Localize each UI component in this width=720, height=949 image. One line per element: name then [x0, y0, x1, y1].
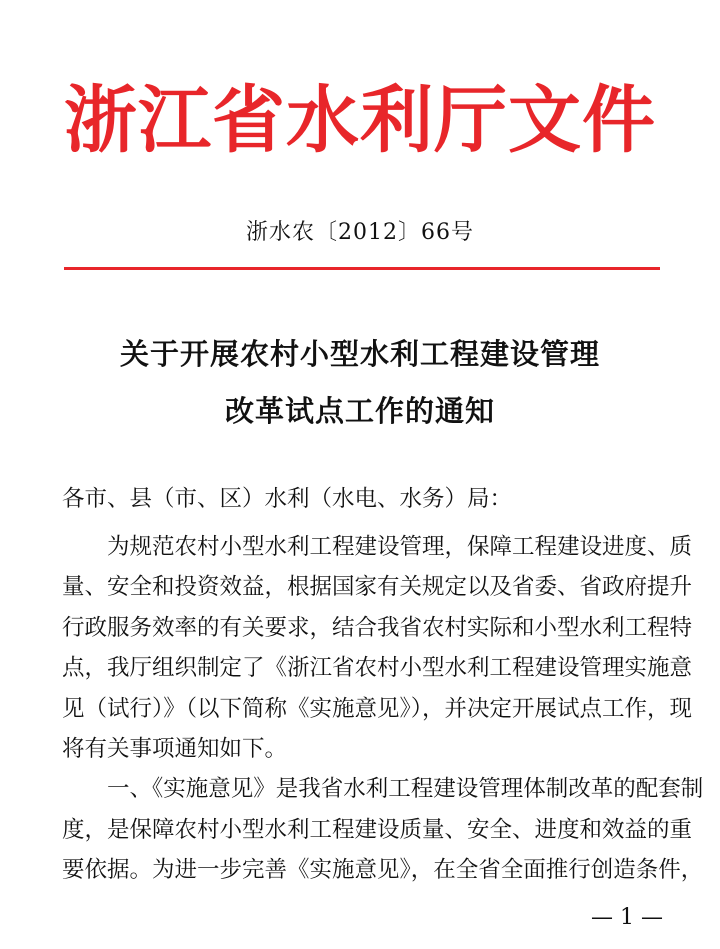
- salutation: 各市、县（市、区）水利（水电、水务）局：: [62, 486, 513, 512]
- paragraph-line: 量、安全和投资效益，根据国家有关规定以及省委、省政府提升: [62, 574, 693, 600]
- paragraph-line: 行政服务效率的有关要求，结合我省农村实际和小型水利工程特: [62, 615, 693, 641]
- paragraph-line: 度，是保障农村小型水利工程建设质量、安全、进度和效益的重: [62, 817, 693, 843]
- paragraph-line: 一、《实施意见》是我省水利工程建设管理体制改革的配套制: [107, 776, 704, 802]
- paragraph-line: 要依据。为进一步完善《实施意见》，在全省全面推行创造条件，: [62, 857, 704, 883]
- paragraph-line: 将有关事项通知如下。: [62, 736, 288, 762]
- paragraph-line: 见（试行）》（以下简称《实施意见》），并决定开展试点工作，现: [62, 696, 693, 722]
- notice-title-line-1: 关于开展农村小型水利工程建设管理: [119, 337, 600, 371]
- page-number: — 1 —: [591, 905, 663, 930]
- agency-header-title: 浙江省水利厅文件: [64, 77, 656, 163]
- document-number: 浙水农〔2012〕66号: [246, 220, 474, 245]
- notice-title-line-2: 改革试点工作的通知: [224, 394, 495, 428]
- paragraph-line: 点，我厅组织制定了《浙江省农村小型水利工程建设管理实施意: [62, 655, 693, 681]
- paragraph-line: 为规范农村小型水利工程建设管理，保障工程建设进度、质: [107, 534, 693, 560]
- red-separator-line: [64, 267, 660, 270]
